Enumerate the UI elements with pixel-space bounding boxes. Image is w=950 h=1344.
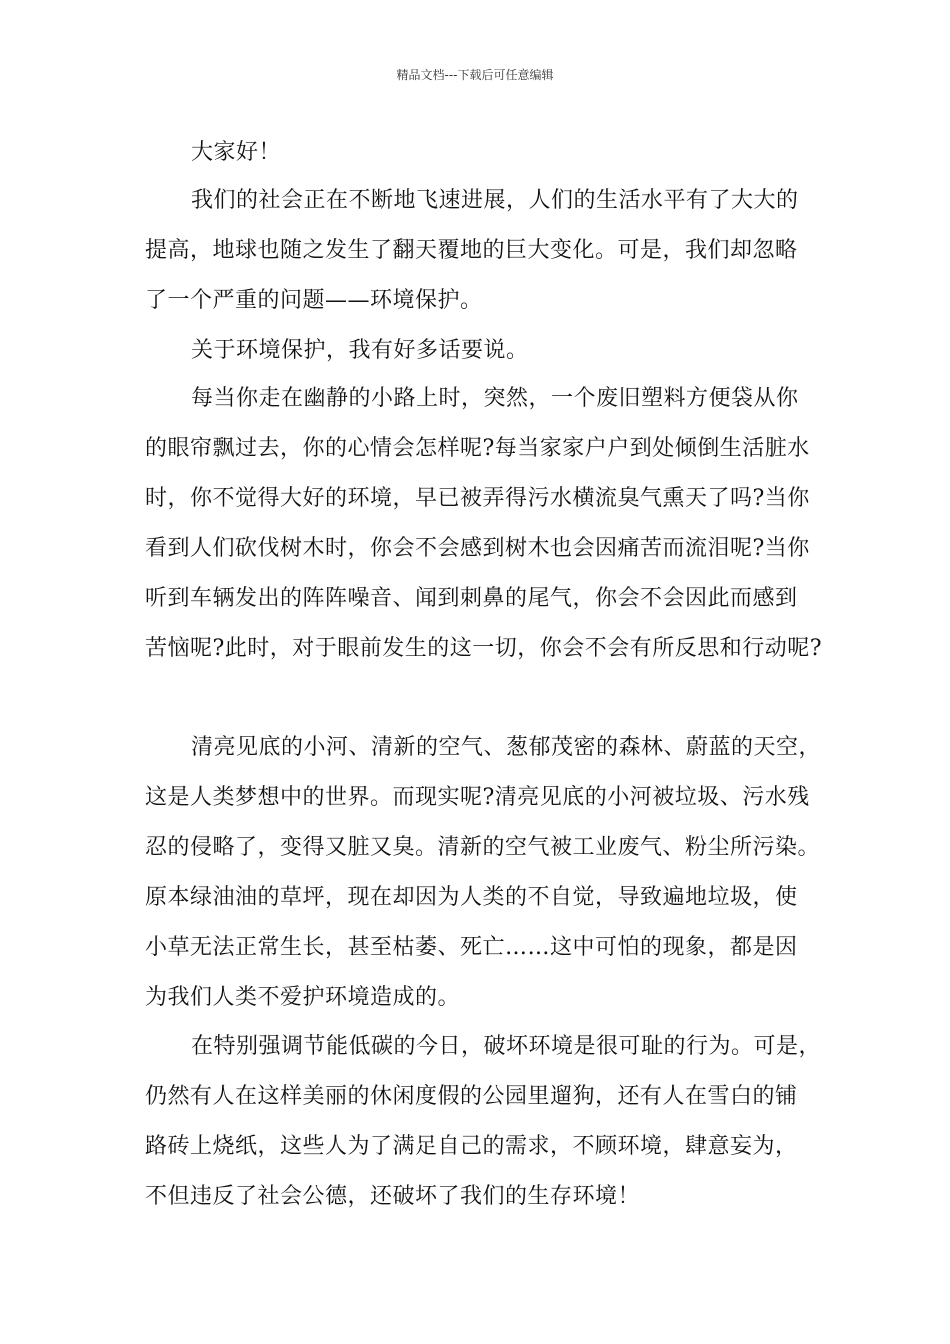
paragraph-5-line-2: 仍然有人在这样美丽的休闲度假的公园里遛狗，还有人在雪白的铺 — [145, 1084, 798, 1109]
paragraph-5-line-1: 在特别强调节能低碳的今日，破坏环境是很可耻的行为。可是， — [191, 1034, 822, 1059]
page-header: 精品文档---下载后可任意编辑 — [396, 68, 554, 82]
paragraph-3-line-6: 苦恼呢?此时，对于眼前发生的这一切，你会不会有所反思和行动呢? — [145, 636, 823, 661]
paragraph-5-line-4: 不但违反了社会公德，还破坏了我们的生存环境！ — [145, 1184, 641, 1209]
paragraph-4-line-3: 忍的侵略了，变得又脏又臭。清新的空气被工业废气、粉尘所污染。 — [145, 835, 821, 860]
greeting-line: 大家好！ — [191, 140, 282, 165]
paragraph-4-line-2: 这是人类梦想中的世界。而现实呢?清亮见底的小河被垃圾、污水残 — [145, 785, 810, 810]
paragraph-3-line-4: 看到人们砍伐树木时，你会不会感到树木也会因痛苦而流泪呢?当你 — [145, 536, 810, 561]
paragraph-4-line-6: 为我们人类不爱护环境造成的。 — [145, 985, 461, 1010]
paragraph-2-line-1: 关于环境保护，我有好多话要说。 — [191, 338, 529, 363]
paragraph-4-line-4: 原本绿油油的草坪，现在却因为人类的不自觉，导致遍地垃圾，使 — [145, 885, 798, 910]
paragraph-4-line-5: 小草无法正常生长，甚至枯萎、死亡……这中可怕的现象，都是因 — [145, 935, 798, 960]
paragraph-1-line-2: 提高，地球也随之发生了翻天覆地的巨大变化。可是，我们却忽略 — [145, 238, 798, 263]
paragraph-4-line-1: 清亮见底的小河、清新的空气、葱郁茂密的森林、蔚蓝的天空， — [191, 735, 822, 760]
paragraph-3-line-1: 每当你走在幽静的小路上时，突然，一个废旧塑料方便袋从你 — [191, 386, 799, 411]
paragraph-3-line-3: 时，你不觉得大好的环境，早已被弄得污水横流臭气熏天了吗?当你 — [145, 486, 810, 511]
paragraph-3-line-5: 听到车辆发出的阵阵噪音、闻到刺鼻的尾气，你会不会因此而感到 — [145, 586, 798, 611]
paragraph-3-line-2: 的眼帘飘过去，你的心情会怎样呢?每当家家户户到处倾倒生活脏水 — [145, 436, 810, 461]
paragraph-1-line-1: 我们的社会正在不断地飞速进展，人们的生活水平有了大大的 — [191, 188, 799, 213]
paragraph-5-line-3: 路砖上烧纸，这些人为了满足自己的需求，不顾环境，肆意妄为， — [145, 1134, 798, 1159]
paragraph-1-line-3: 了一个严重的问题——环境保护。 — [145, 288, 483, 313]
